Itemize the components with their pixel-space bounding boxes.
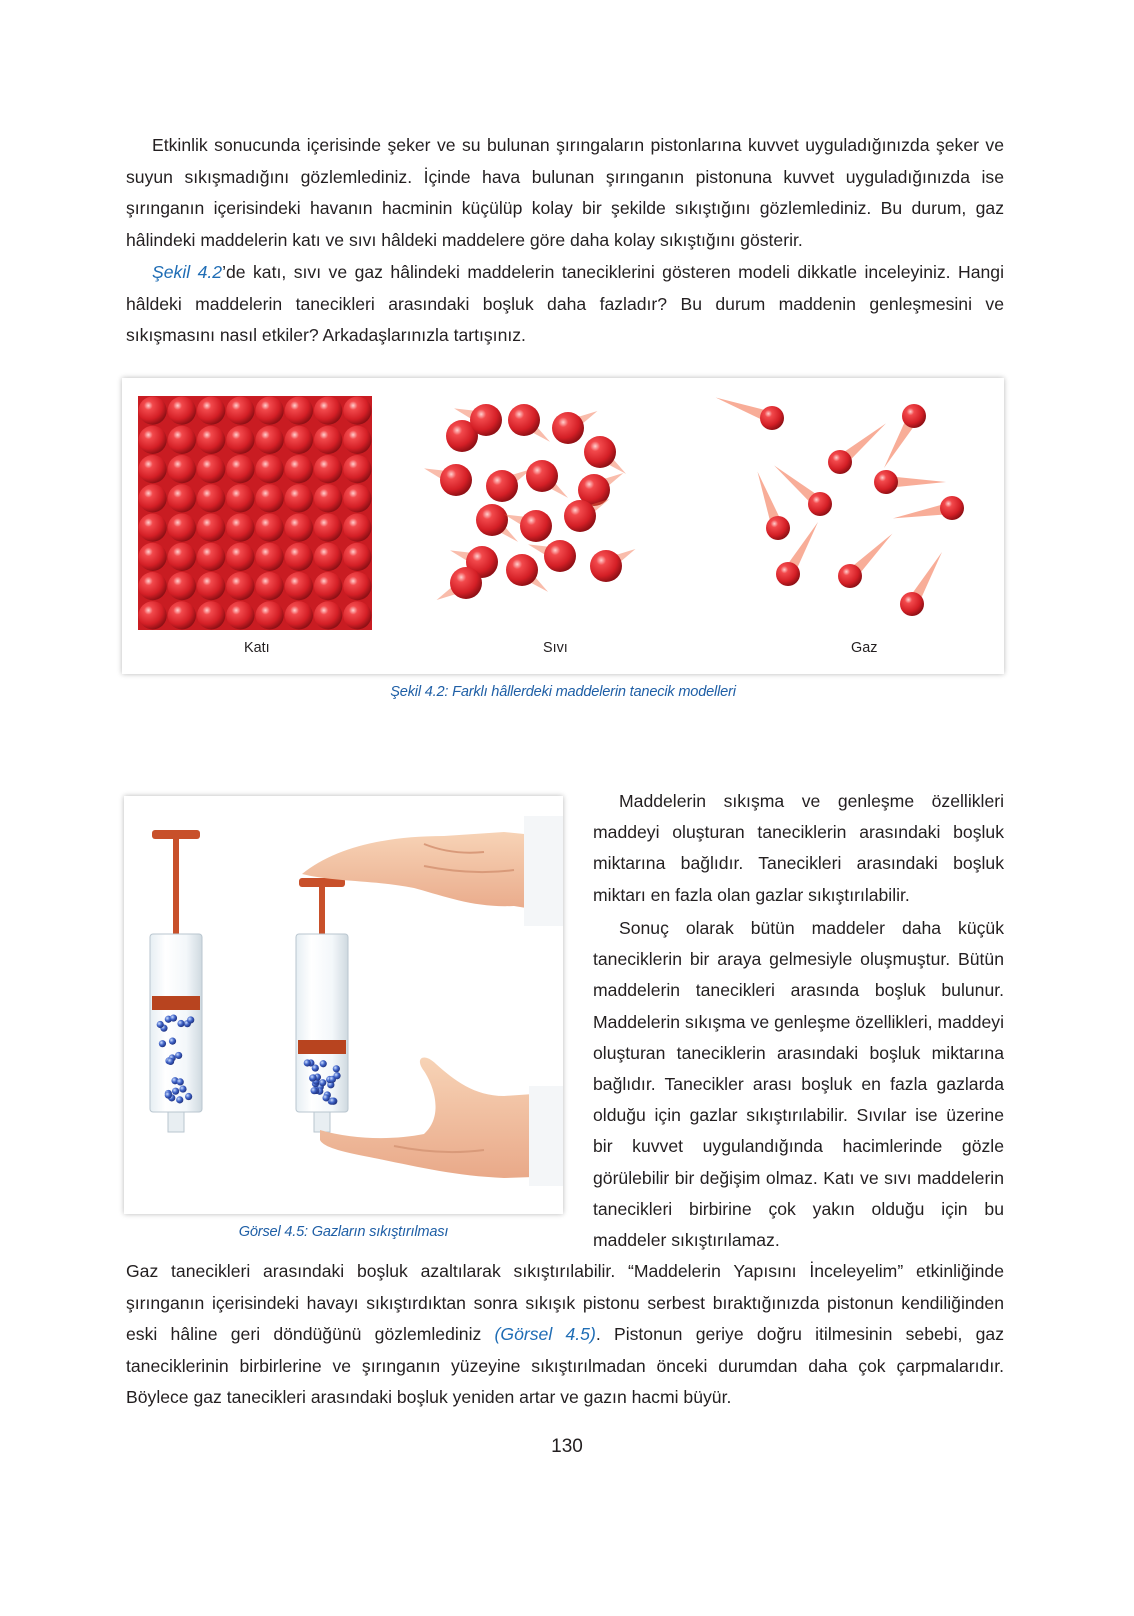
- gas-molecule: [177, 1020, 184, 1027]
- gas-molecule: [333, 1065, 340, 1072]
- liquid-particle: [486, 469, 531, 502]
- figure-prompt-text: ’de katı, sıvı ve gaz hâlindeki maddelerin taneciklerini gösteren modeli dikkatle inceleyiniz. Hangi hâldeki maddelerin tanecikleri arasındaki boşluk daha fazladır? Bu durum maddenin genleşmesini ve sıkışmasını nasıl etkiler? Arkadaşlarınızla tartışınız.: [126, 262, 1005, 345]
- solid-particle: [197, 484, 225, 512]
- hand-pressing-bottom: [320, 1058, 563, 1186]
- solid-particle: [343, 455, 371, 483]
- solid-particle: [314, 514, 342, 542]
- solid-particle: [197, 397, 225, 425]
- gas-particle: [716, 397, 784, 430]
- gas-particle: [838, 534, 892, 588]
- sleeve: [524, 816, 563, 926]
- gas-molecule: [175, 1052, 182, 1059]
- gas-molecule: [312, 1064, 319, 1071]
- solid-particle: [197, 601, 225, 629]
- solid-particle: [168, 455, 196, 483]
- label-solid: Katı: [244, 640, 270, 656]
- gas-molecule: [319, 1079, 326, 1086]
- solid-particle: [226, 572, 254, 600]
- liquid-particle: [424, 464, 472, 496]
- solid-particle: [168, 484, 196, 512]
- gas-molecule: [169, 1038, 176, 1045]
- solid-particle: [197, 572, 225, 600]
- piston-plunger: [152, 996, 200, 1010]
- gas-particle: [757, 472, 790, 540]
- gas-molecule: [165, 1092, 172, 1099]
- label-gas: Gaz: [851, 640, 878, 656]
- solid-particle: [343, 514, 371, 542]
- solid-particle: [168, 397, 196, 425]
- gas-molecule: [157, 1021, 164, 1028]
- solid-particle: [314, 397, 342, 425]
- paragraph-conclusion: [126, 1256, 1004, 1414]
- solid-particle: [197, 455, 225, 483]
- sleeve: [529, 1086, 563, 1186]
- gas-molecule: [322, 1094, 329, 1101]
- solid-particle: [226, 397, 254, 425]
- gas-molecule: [177, 1078, 184, 1085]
- gas-particle: [774, 465, 832, 516]
- figure-4-5-panel: [124, 796, 563, 1214]
- figure-4-2-panel: [122, 378, 1004, 674]
- solid-particle: [343, 543, 371, 571]
- solid-particle: [139, 543, 167, 571]
- column-paragraph-2: Sonuç olarak bütün maddeler daha küçük taneciklerin bir araya gelmesiyle oluşmuştur. Bütün maddelerin tanecikleri arasında boşluk bulunur. Maddelerin sıkışma ve genleşme özellikleri, maddeyi oluşturan taneciklerin arasındaki boşluk miktarına bağlıdır. Tanecikler arası boşluk en fazla gazlarda olduğu için gazlar sıkıştırılabilir. Sıvılar ise üzerine bir kuvvet uygulandığında hacimlerinde gözle görülebilir bir değişim olmaz. Katı ve sıvı maddelerin tanecikleri birbirine çok yakın olduğu için bu maddeler sıkıştırılamaz.: [593, 918, 1004, 1251]
- solid-particle: [139, 514, 167, 542]
- solid-lattice: [138, 396, 372, 630]
- label-liquid: Sıvı: [543, 640, 568, 656]
- gas-molecule: [333, 1072, 340, 1079]
- page-number: 130: [551, 1436, 583, 1457]
- gas-molecule: [304, 1059, 311, 1066]
- solid-particle: [285, 397, 313, 425]
- hand-pressing-top: [302, 816, 563, 926]
- gas-molecule: [172, 1088, 179, 1095]
- solid-particle: [226, 426, 254, 454]
- solid-particle: [168, 601, 196, 629]
- solid-particle: [256, 484, 284, 512]
- solid-particle: [314, 601, 342, 629]
- gas-molecule: [185, 1093, 192, 1100]
- liquid-particle: [526, 460, 568, 498]
- gas-molecule: [320, 1060, 327, 1067]
- solid-particle: [256, 601, 284, 629]
- gas-molecule: [170, 1014, 177, 1021]
- solid-particle: [168, 426, 196, 454]
- syringe-tip: [168, 1112, 184, 1132]
- solid-particle: [226, 484, 254, 512]
- gas-molecule: [159, 1040, 166, 1047]
- solid-particle: [139, 484, 167, 512]
- liquid-particle: [476, 504, 518, 542]
- piston-plunger: [298, 1040, 346, 1054]
- gas-particle: [900, 552, 942, 616]
- solid-particle: [285, 484, 313, 512]
- solid-particle: [256, 426, 284, 454]
- gas-particle: [884, 404, 926, 468]
- liquid-particles: [424, 404, 635, 600]
- solid-particle: [139, 397, 167, 425]
- liquid-particle: [508, 404, 550, 442]
- solid-particle: [343, 397, 371, 425]
- gas-molecule: [176, 1096, 183, 1103]
- solid-particle: [343, 484, 371, 512]
- solid-particle: [168, 543, 196, 571]
- solid-particle: [285, 543, 313, 571]
- conclusion-text-a: Gaz tanecikleri arasındaki boşluk azaltılarak sıkıştırılabilir. “Maddelerin Yapısını İnceleyelim” etkinliğinde şırınganın içerisindeki havayı sıkıştırdıktan sonra sıkışık pistonu serbest bıraktığınızda pistonun kendiliğinden eski hâline geri döndüğünü gözlemlediniz: [126, 1261, 1004, 1344]
- gas-molecule: [187, 1016, 194, 1023]
- solid-particle: [343, 426, 371, 454]
- liquid-particle: [506, 554, 548, 592]
- solid-particle: [139, 601, 167, 629]
- solid-particle: [226, 455, 254, 483]
- figure-4-2-caption: Şekil 4.2: Farklı hâllerdeki maddelerin tanecik modelleri: [390, 684, 736, 700]
- figure-reference-4-5[interactable]: (Görsel 4.5): [494, 1324, 596, 1344]
- liquid-particle: [584, 436, 626, 474]
- solid-particle: [256, 455, 284, 483]
- paragraph-intro: Etkinlik sonucunda içerisinde şeker ve su bulunan şırıngaların pistonlarına kuvvet uyguladığınızda şeker ve suyun sıkışmadığını gözlemlediniz. İçinde hava bulunan şırınganın pistonuna kuvvet uyguladığınızda ise şırınganın içerisindeki havanın hacminin küçülüp kolay bir şekilde sıkıştığını gözlemlediniz. Bu durum, gaz hâlindeki maddelerin katı ve sıvı hâldeki maddelere göre daha kolay sıkıştığını gösterir.: [126, 135, 1004, 250]
- solid-particle: [256, 514, 284, 542]
- syringe-compression-illustration: [124, 796, 563, 1214]
- solid-particle: [256, 572, 284, 600]
- gas-particle: [893, 496, 964, 520]
- solid-particle: [314, 484, 342, 512]
- solid-particle: [285, 514, 313, 542]
- solid-particle: [197, 426, 225, 454]
- gas-particle: [828, 423, 886, 474]
- gas-particles: [716, 397, 964, 616]
- solid-particle: [197, 543, 225, 571]
- gas-molecule: [311, 1087, 318, 1094]
- solid-particle: [139, 455, 167, 483]
- gas-molecule: [167, 1058, 174, 1065]
- solid-particle: [343, 572, 371, 600]
- syringe-tip: [314, 1112, 330, 1132]
- solid-particle: [226, 514, 254, 542]
- solid-particle: [343, 601, 371, 629]
- syringe-uncompressed: [150, 830, 202, 1132]
- solid-particle: [314, 455, 342, 483]
- solid-particle: [139, 426, 167, 454]
- gas-molecule: [309, 1074, 316, 1081]
- solid-particle: [226, 601, 254, 629]
- solid-particle: [285, 426, 313, 454]
- solid-particle: [139, 572, 167, 600]
- syringe-compressed: [296, 878, 348, 1132]
- particle-model-illustration: [122, 378, 1004, 674]
- solid-particle: [285, 455, 313, 483]
- solid-particle: [314, 572, 342, 600]
- paragraph-figure-prompt: [126, 257, 1004, 352]
- solid-particle: [285, 601, 313, 629]
- solid-particle: [285, 572, 313, 600]
- gas-particle: [874, 470, 946, 494]
- solid-particle: [168, 514, 196, 542]
- gas-molecule: [179, 1085, 186, 1092]
- liquid-particle: [437, 567, 482, 600]
- figure-reference-4-2[interactable]: Şekil 4.2: [152, 262, 223, 282]
- piston-handle: [152, 830, 200, 839]
- solid-particle: [256, 397, 284, 425]
- solid-particle: [226, 543, 254, 571]
- solid-particle: [168, 572, 196, 600]
- figure-4-5-caption: Görsel 4.5: Gazların sıkıştırılması: [238, 1224, 449, 1240]
- column-paragraph-1: Maddelerin sıkışma ve genleşme özellikleri maddeyi oluşturan taneciklerin arasındaki boşluk miktarına bağlıdır. Tanecikleri arasındaki boşluk miktarı en fazla olan gazlar sıkıştırılabilir.: [593, 791, 1004, 905]
- liquid-particle: [590, 549, 635, 582]
- liquid-particle: [564, 499, 609, 532]
- conclusion-text-b: . Pistonun geriye doğru itilmesinin sebebi, gaz taneciklerinin birbirlerine ve şırınganın yüzeyine sıkıştırılmadan önceki durumdan daha çok çarpmalarıdır. Böylece gaz tanecikleri arasındaki boşluk yeniden artar ve gazın hacmi büyür.: [126, 1324, 1004, 1407]
- solid-particle: [197, 514, 225, 542]
- gas-molecule: [329, 1098, 336, 1105]
- solid-particle: [314, 543, 342, 571]
- solid-particle: [314, 426, 342, 454]
- solid-particle: [256, 543, 284, 571]
